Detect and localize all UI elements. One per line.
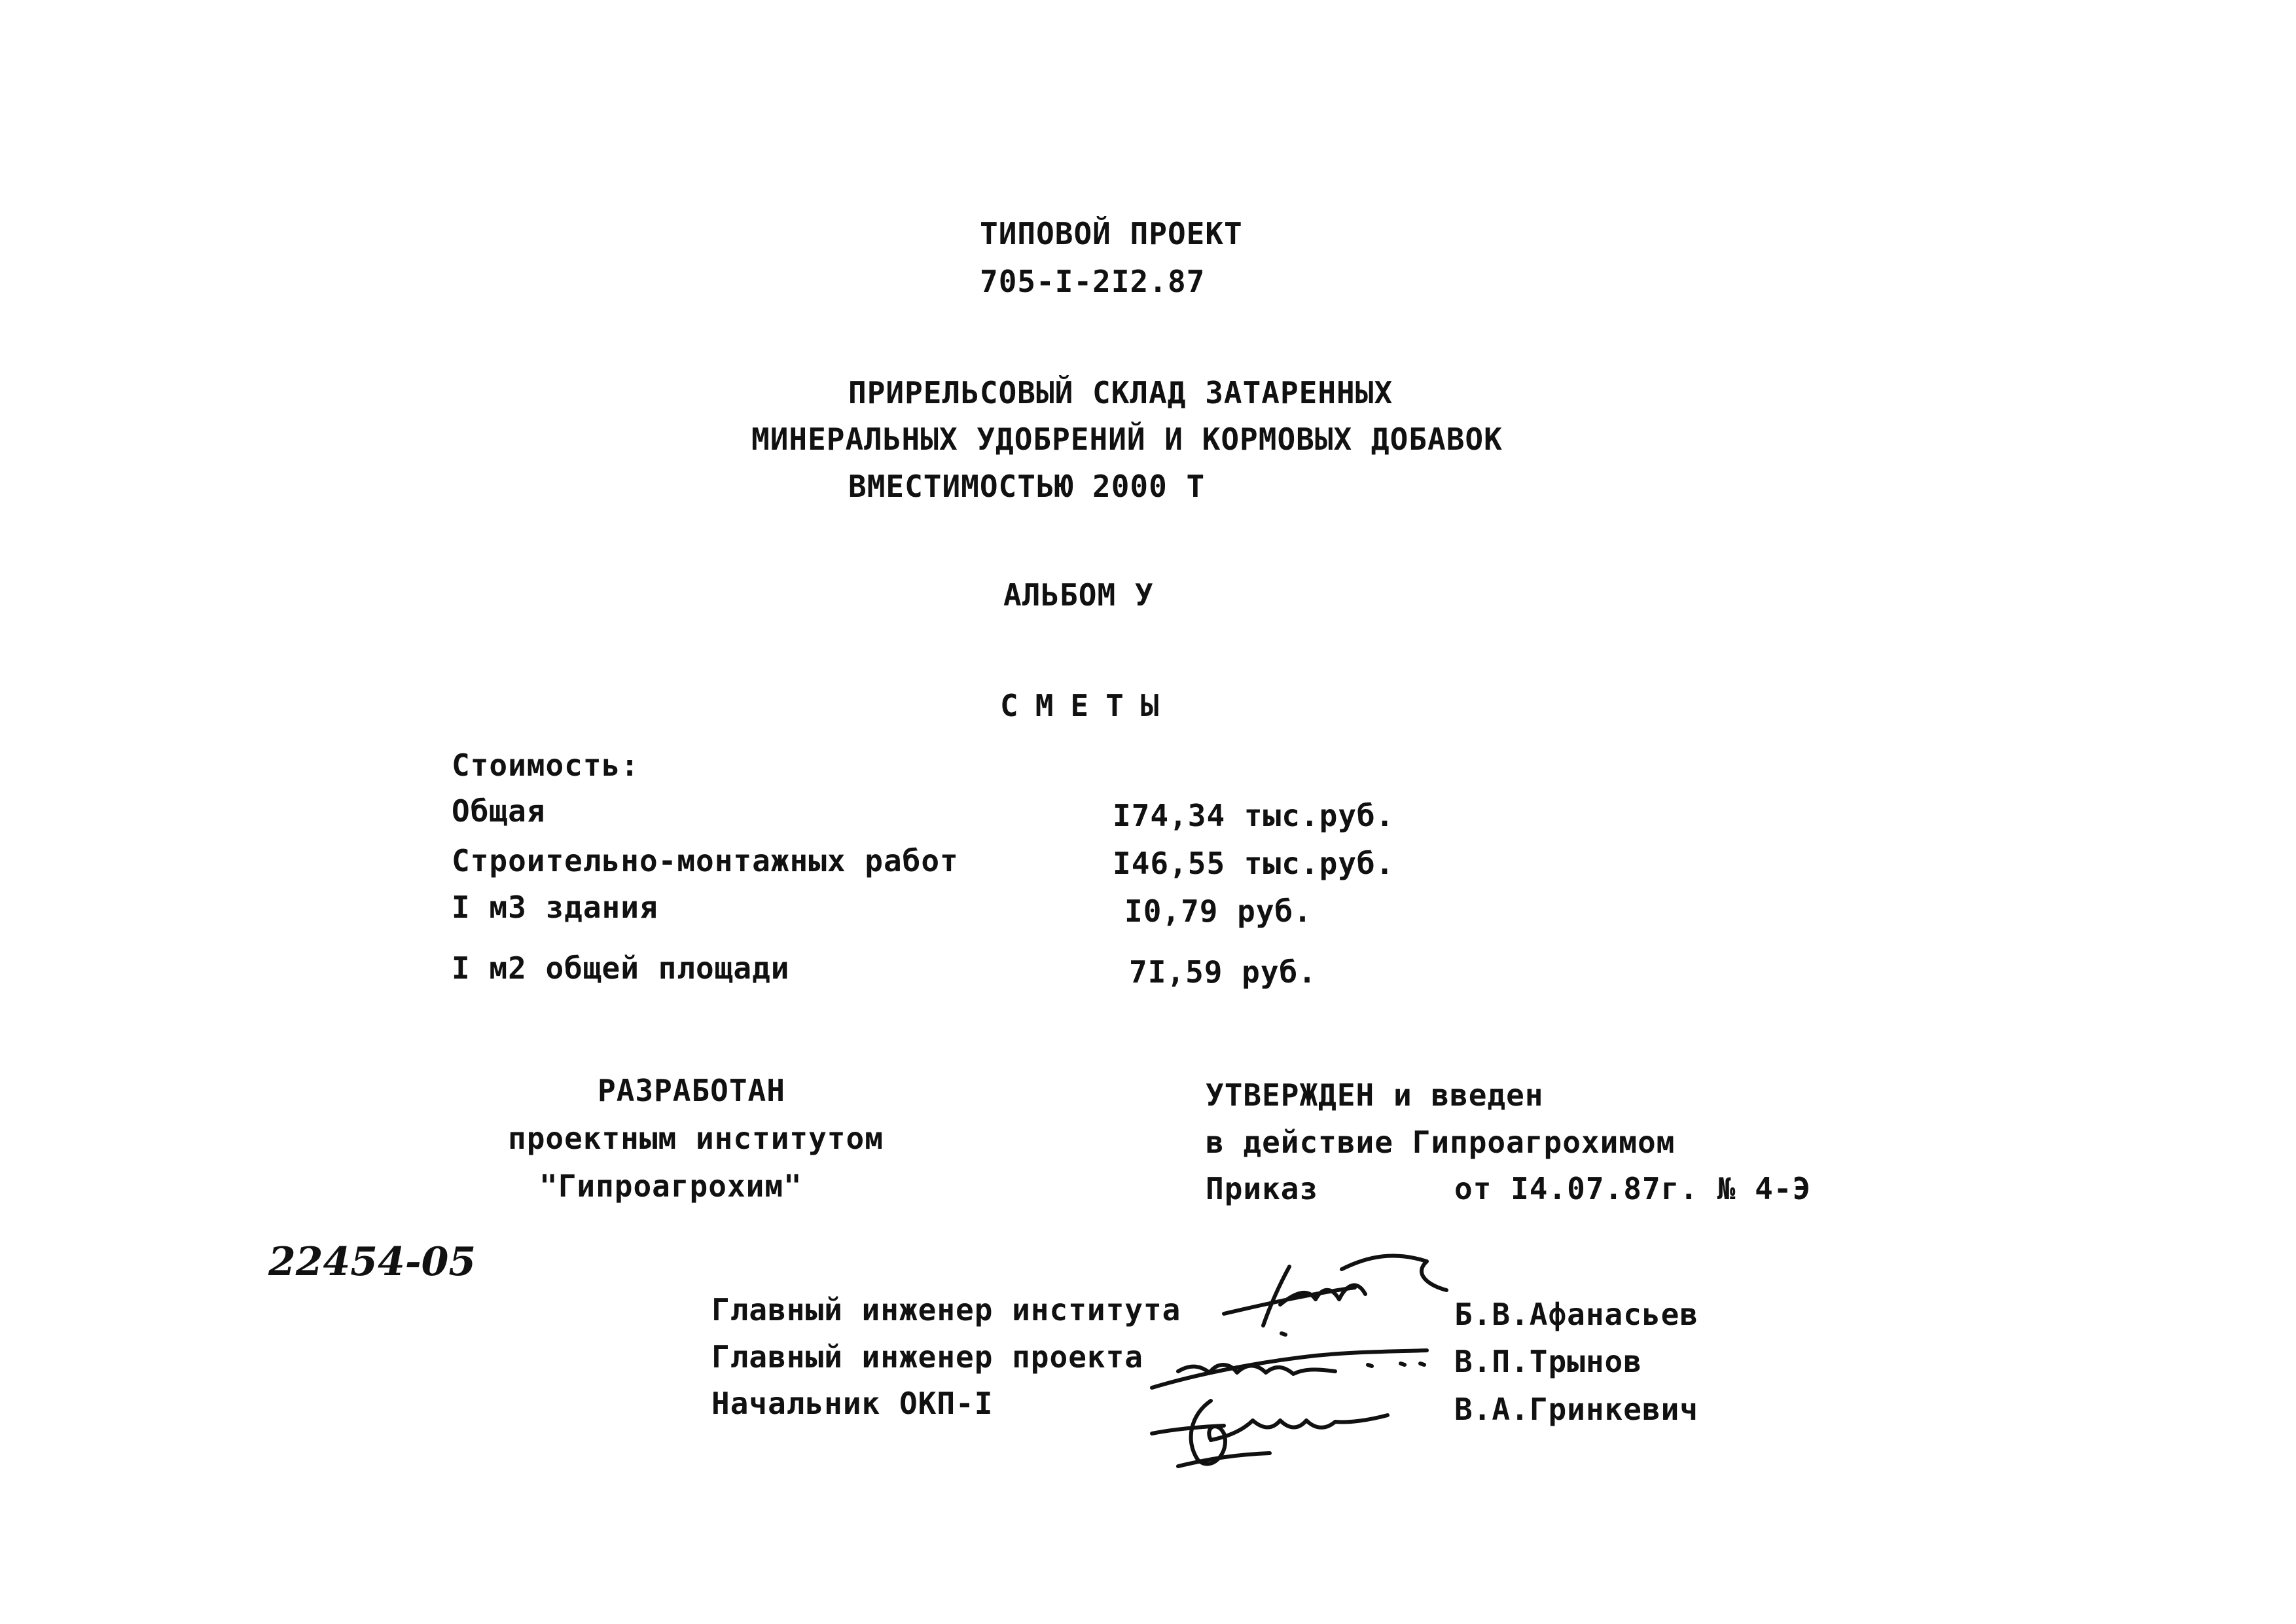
cost-row-value: I74,34 тыс.руб. bbox=[1113, 798, 1395, 833]
developer-organization: проектным институтом bbox=[508, 1121, 884, 1156]
cost-row-value: I46,55 тыс.руб. bbox=[1113, 846, 1395, 881]
signatory-name: В.П.Трынов bbox=[1454, 1344, 1642, 1379]
section-title: СМЕТЫ bbox=[1000, 688, 1176, 723]
project-number: 705-I-2I2.87 bbox=[980, 264, 1206, 299]
project-title-line-3: ВМЕСТИМОСТЬЮ 2000 Т bbox=[848, 469, 1206, 504]
album-label: АЛЬБОМ У bbox=[1003, 577, 1154, 613]
inventory-number-handwritten: 22454-05 bbox=[268, 1239, 476, 1285]
signatory-name: В.А.Гринкевич bbox=[1454, 1392, 1699, 1427]
developed-heading: РАЗРАБОТАН bbox=[598, 1073, 785, 1108]
cost-row-label: I м2 общей площади bbox=[452, 950, 790, 986]
cost-row-label: Общая bbox=[452, 793, 546, 829]
approval-heading: УТВЕРЖДЕН и введен bbox=[1206, 1077, 1544, 1113]
signatory-position: Начальник ОКП-I bbox=[711, 1386, 994, 1421]
signatory-position: Главный инженер института bbox=[711, 1292, 1181, 1327]
signature-chief-engineer-institute bbox=[1217, 1247, 1453, 1339]
project-title-line-2: МИНЕРАЛЬНЫХ УДОБРЕНИЙ И КОРМОВЫХ ДОБАВОК bbox=[751, 422, 1503, 457]
approval-line-2: в действие Гипроагрохимом bbox=[1206, 1125, 1676, 1160]
document-type-heading: ТИПОВОЙ ПРОЕКТ bbox=[980, 216, 1243, 251]
signatory-position: Главный инженер проекта bbox=[711, 1339, 1143, 1375]
developer-name: "Гипроагрохим" bbox=[539, 1168, 802, 1204]
cost-row-value: 7I,59 руб. bbox=[1129, 954, 1317, 990]
signature-head-okp bbox=[1132, 1375, 1407, 1473]
signatory-name: Б.В.Афанасьев bbox=[1454, 1297, 1699, 1332]
order-label: Приказ bbox=[1206, 1171, 1319, 1206]
cost-heading: Стоимость: bbox=[452, 748, 639, 783]
cost-row-value: I0,79 руб. bbox=[1124, 893, 1312, 929]
cost-row-label: I м3 здания bbox=[452, 890, 658, 925]
order-reference: от I4.07.87г. № 4-Э bbox=[1454, 1171, 1812, 1206]
cost-row-label: Строительно-монтажных работ bbox=[452, 843, 959, 878]
project-title-line-1: ПРИРЕЛЬСОВЫЙ СКЛАД ЗАТАРЕННЫХ bbox=[848, 375, 1393, 410]
